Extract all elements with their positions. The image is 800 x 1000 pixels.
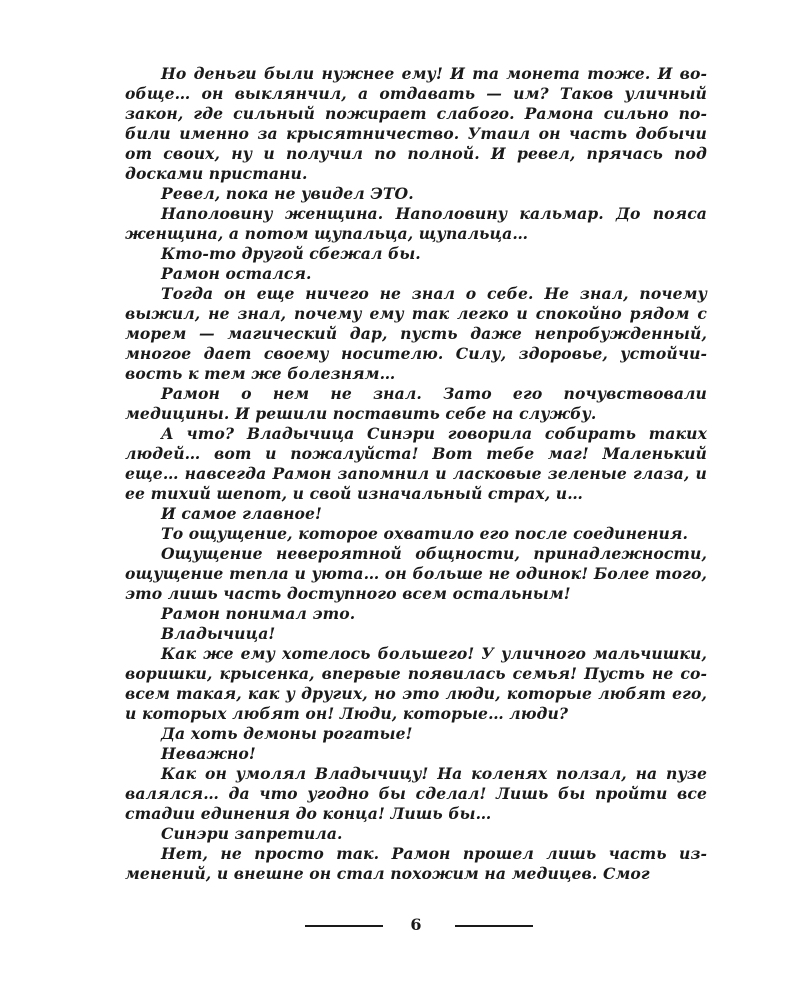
paragraph: Ревел, пока не увидел ЭТО. — [161, 184, 414, 203]
paragraph: Как же ему хотелось большего! У уличного мальчишки, воришки, крысенка, впервые появилась семья! Пусть не совсем такая, как у других, но это люди, которые любят его, и которых любят он! Люди, которые… люди? — [125, 644, 707, 723]
paragraph: Наполовину женщина. Наполовину кальмар. До пояса женщина, а потом щупальца, щупальца… — [125, 204, 707, 243]
paragraph: Да хоть демоны рогатые! — [161, 724, 413, 743]
paragraph: Владычица! — [161, 624, 276, 643]
paragraph: Рамон о нем не знал. Зато его почувствовали медицины. И решили поставить себе на службу. — [125, 384, 707, 423]
paragraph: И самое главное! — [161, 504, 323, 523]
footer-rule-left — [305, 925, 383, 927]
page-body — [125, 64, 707, 884]
paragraph: Как он умолял Владычицу! На коленях ползал, на пузе валялся… да что угодно бы сделал! Лишь бы пройти все стадии единения до конца! Лишь бы… — [125, 764, 707, 823]
paragraph: А что? Владычица Синэри говорила собирать таких людей… вот и пожалуйста! Вот тебе маг! Маленький еще… навсегда Рамон запомнил и ласковые зеленые глаза, и ее тихий шепот, и свой изначальный страх, и… — [125, 424, 707, 503]
footer-rule-right — [455, 925, 533, 927]
paragraph: Неважно! — [161, 744, 256, 763]
paragraph: Ощущение невероятной общности, принадлежности, ощущение тепла и уюта… он больше не одинок! Более того, это лишь часть доступного всем остальным! — [125, 544, 707, 603]
paragraph: Рамон остался. — [161, 264, 312, 283]
paragraph: Синэри запретила. — [161, 824, 343, 843]
paragraph: То ощущение, которое охватило его после соединения. — [161, 524, 689, 543]
paragraph: Рамон понимал это. — [161, 604, 356, 623]
paragraph: Тогда он еще ничего не знал о себе. Не знал, почему выжил, не знал, почему ему так легко и спокойно рядом с морем — магический дар, пусть даже непробужденный, многое дает своему носителю. Силу, здоровье, устойчивость к тем же болезням… — [125, 284, 707, 383]
paragraph: Но деньги были нужнее ему! И та монета тоже. И вообще… он выклянчил, а отдавать — им? Таков уличный закон, где сильный пожирает слабого. Рамона сильно побили именно за крысятничество. Утаил он часть добычи от своих, ну и получил по полной. И ревел, прячась под досками пристани. — [125, 64, 707, 183]
paragraph: Нет, не просто так. Рамон прошел лишь часть изменений, и внешне он стал похожим на медицев. Смог — [125, 844, 707, 883]
page-footer — [0, 914, 800, 938]
paragraph: Кто-то другой сбежал бы. — [161, 244, 421, 263]
page-number: 6 — [410, 915, 422, 934]
